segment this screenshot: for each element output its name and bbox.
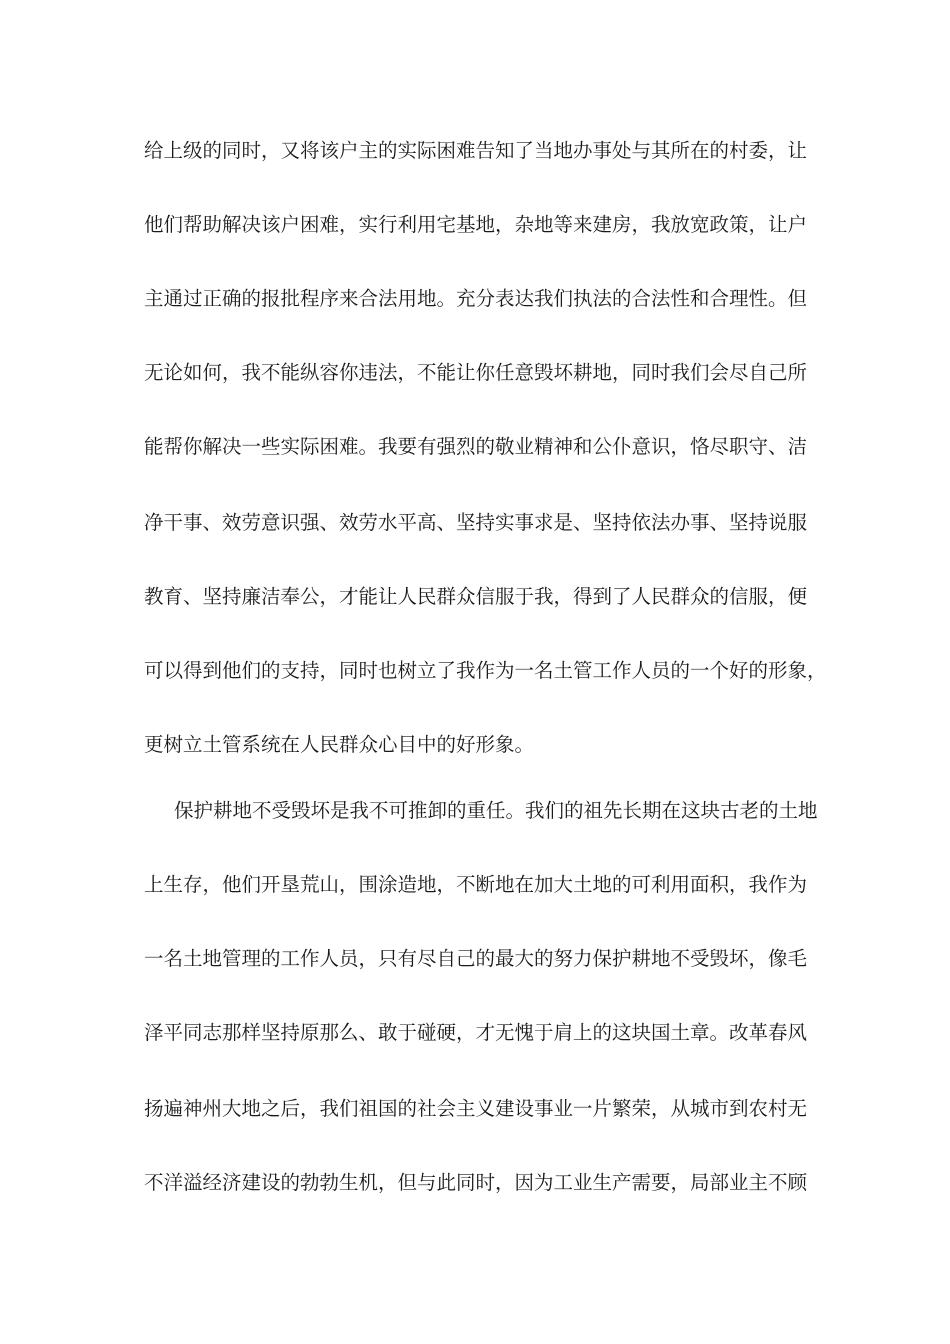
text-line: 保护耕地不受毁坏是我不可推卸的重任。我们的祖先长期在这块古老的土地 — [174, 799, 818, 822]
text-line: 教育、坚持廉洁奉公，才能让人民群众信服于我，得到了人民群众的信服，便 — [144, 585, 808, 608]
text-line: 给上级的同时，又将该户主的实际困难告知了当地办事处与其所在的村委，让 — [144, 139, 808, 162]
text-line: 无论如何，我不能纵容你违法，不能让你任意毁坏耕地，同时我们会尽自己所 — [144, 361, 808, 384]
text-line: 他们帮助解决该户困难，实行利用宅基地，杂地等来建房，我放宽政策，让户 — [144, 213, 808, 236]
text-line: 一名土地管理的工作人员，只有尽自己的最大的努力保护耕地不受毁坏，像毛 — [144, 947, 808, 970]
text-line: 扬遍神州大地之后，我们祖国的社会主义建设事业一片繁荣，从城市到农村无 — [144, 1097, 808, 1120]
text-line: 净干事、效劳意识强、效劳水平高、坚持实事求是、坚持依法办事、坚持说服 — [144, 511, 808, 534]
text-line: 更树立土管系统在人民群众心目中的好形象。 — [144, 733, 535, 756]
text-line: 不洋溢经济建设的勃勃生机，但与此同时，因为工业生产需要，局部业主不顾 — [144, 1171, 808, 1194]
text-line: 可以得到他们的支持，同时也树立了我作为一名土管工作人员的一个好的形象， — [144, 659, 827, 682]
text-line: 主通过正确的报批程序来合法用地。充分表达我们执法的合法性和合理性。但 — [144, 287, 808, 310]
text-line: 泽平同志那样坚持原那么、敢于碰硬，才无愧于肩上的这块国土章。改革春风 — [144, 1021, 808, 1044]
text-line: 上生存，他们开垦荒山，围涂造地，不断地在加大土地的可利用面积，我作为 — [144, 873, 808, 896]
text-line: 能帮你解决一些实际困难。我要有强烈的敬业精神和公仆意识，恪尽职守、洁 — [144, 435, 808, 458]
